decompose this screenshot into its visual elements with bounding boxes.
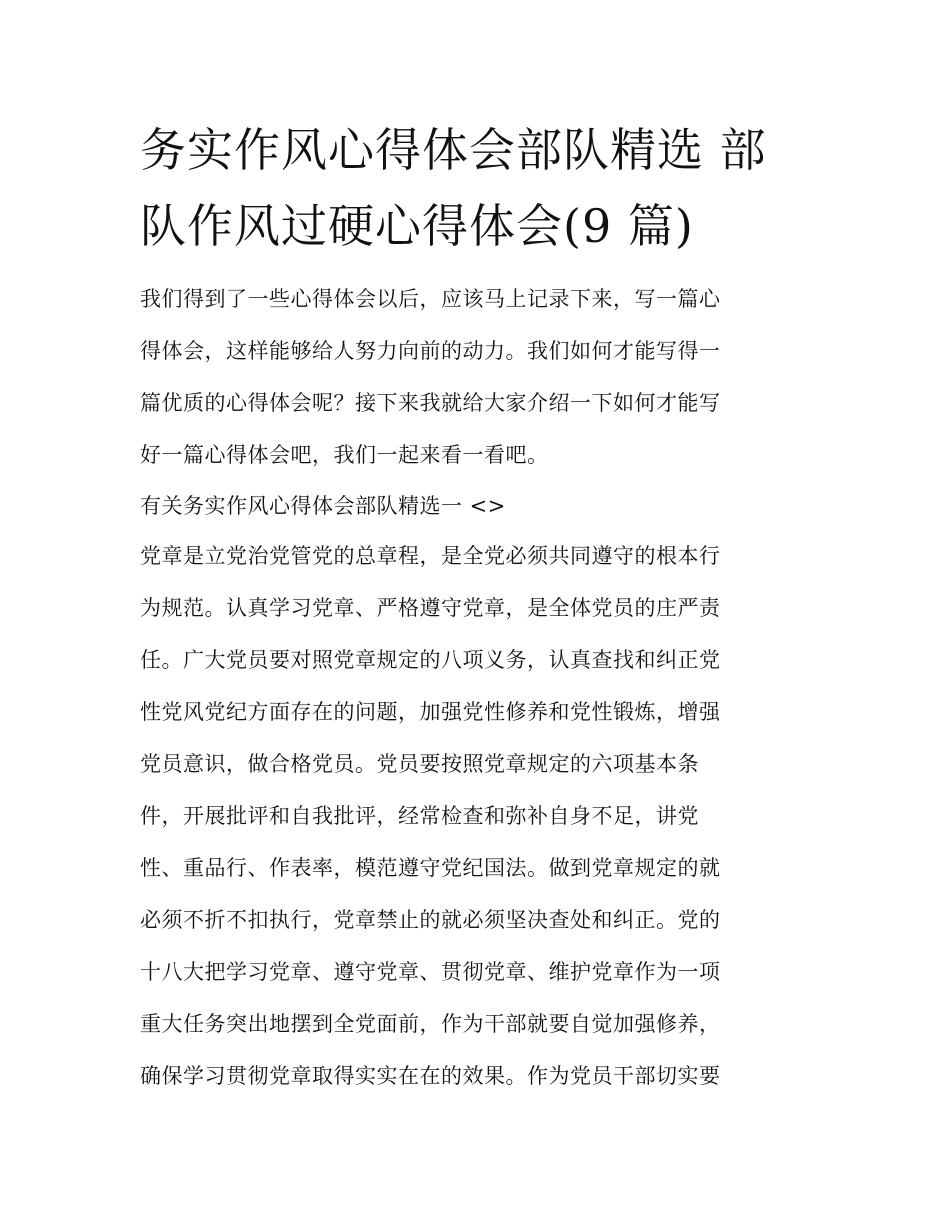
body-line-6: 件，开展批评和自我批评，经常检查和弥补自身不足，讲党 (140, 804, 699, 828)
title-line-1: 务实作风心得体会部队精选 部 (140, 123, 767, 177)
intro-line-3: 篇优质的心得体会呢？接下来我就给大家介绍一下如何才能写 (140, 391, 721, 415)
body-line-5: 党员意识，做合格党员。党员要按照党章规定的六项基本条 (140, 752, 699, 776)
section-heading: 有关务实作风心得体会部队精选一 <> (140, 494, 506, 518)
body-line-11: 确保学习贯彻党章取得实实在在的效果。作为党员干部切实要 (140, 1064, 721, 1088)
intro-line-1: 我们得到了一些心得体会以后，应该马上记录下来，写一篇心 (140, 287, 721, 311)
body-line-10: 重大任务突出地摆到全党面前，作为干部就要自觉加强修养， (140, 1012, 721, 1036)
body-line-7: 性、重品行、作表率，模范遵守党纪国法。做到党章规定的就 (140, 856, 721, 880)
document-title (140, 112, 830, 264)
title-line-2: 队作风过硬心得体会(9 篇) (140, 199, 694, 253)
intro-line-4: 好一篇心得体会吧，我们一起来看一看吧。 (140, 443, 549, 467)
body-line-4: 性党风党纪方面存在的问题，加强党性修养和党性锻炼，增强 (140, 700, 721, 724)
body-line-9: 十八大把学习党章、遵守党章、贯彻党章、维护党章作为一项 (140, 960, 721, 984)
body-line-1: 党章是立党治党管党的总章程，是全党必须共同遵守的根本行 (140, 544, 721, 568)
body-line-3: 任。广大党员要对照党章规定的八项义务，认真查找和纠正党 (140, 648, 721, 672)
body-line-8: 必须不折不扣执行，党章禁止的就必须坚决查处和纠正。党的 (140, 908, 721, 932)
intro-line-2: 得体会，这样能够给人努力向前的动力。我们如何才能写得一 (140, 339, 721, 363)
body-line-2: 为规范。认真学习党章、严格遵守党章，是全体党员的庄严责 (140, 596, 721, 620)
